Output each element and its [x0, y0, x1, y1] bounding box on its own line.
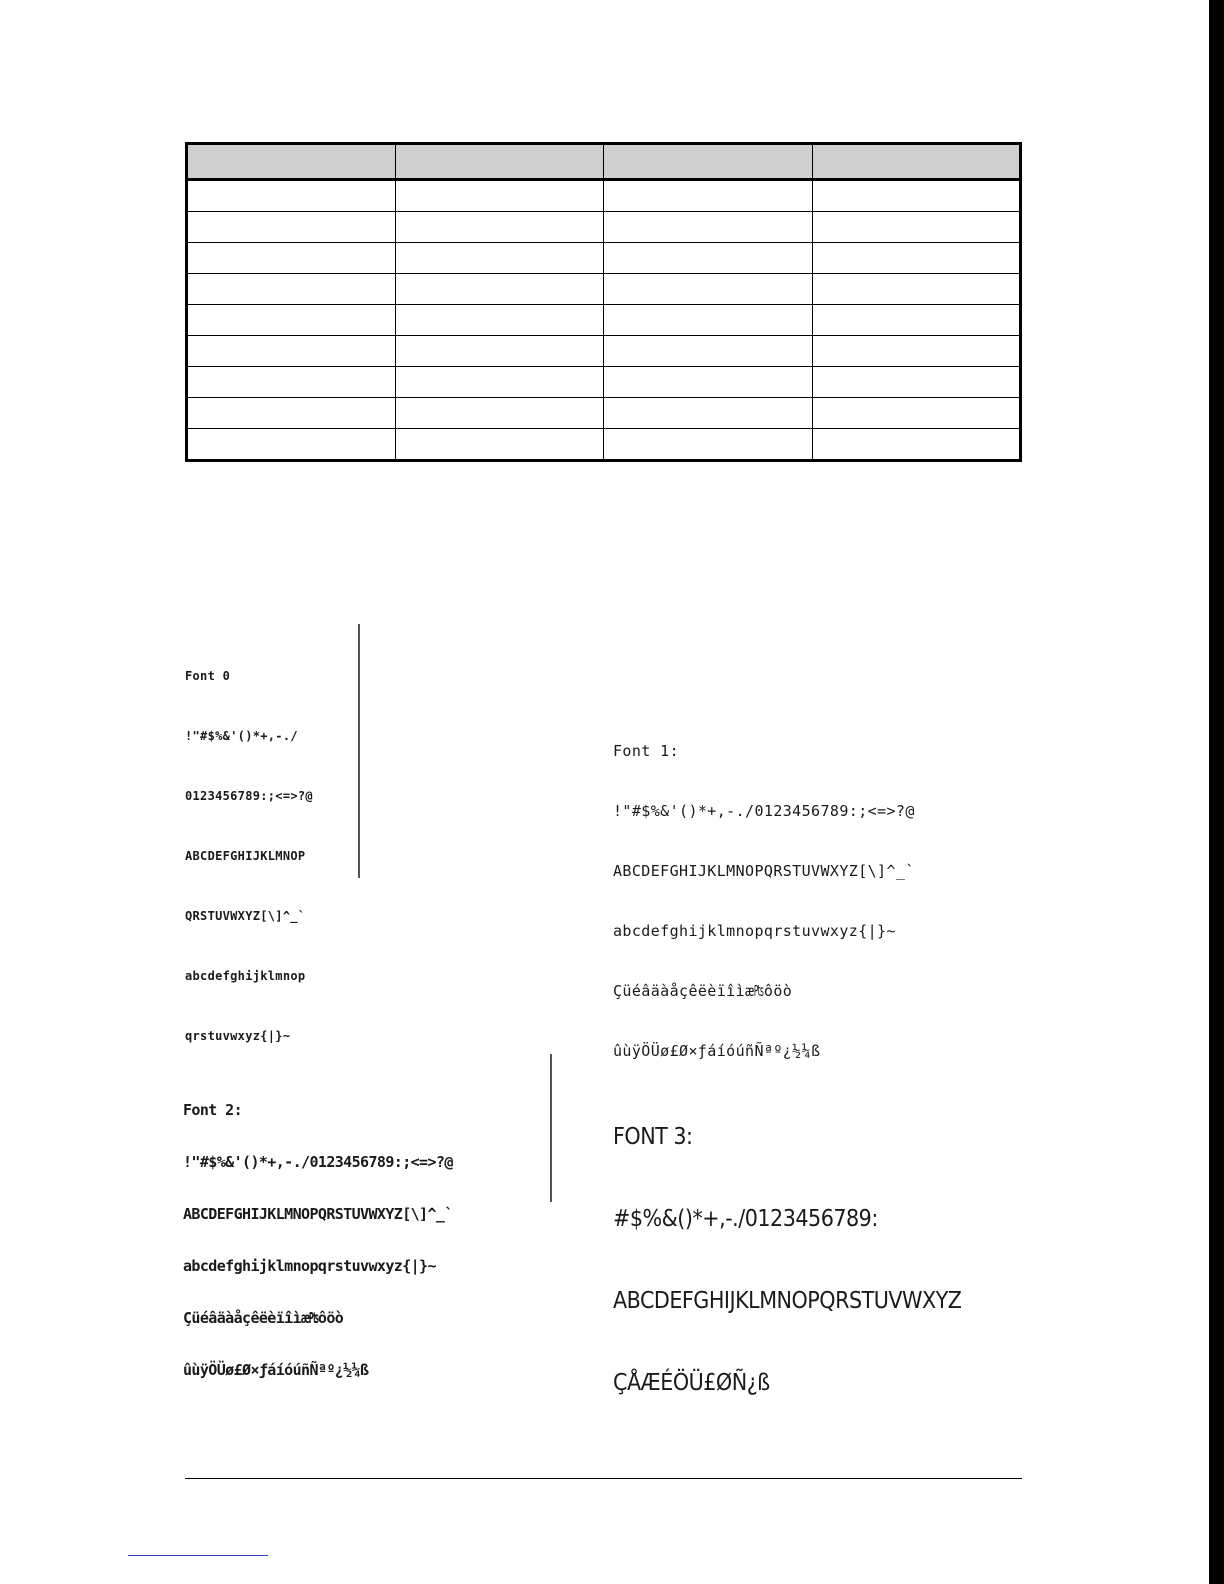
table-row [187, 212, 1021, 243]
table-row [187, 429, 1021, 461]
font-0-line: !"#$%&'()*+,-./ [185, 729, 298, 743]
font-3-title: FONT 3: [613, 1124, 693, 1150]
font-0-line: qrstuvwxyz{|}~ [185, 1029, 291, 1043]
table-cell [604, 212, 813, 243]
font-2-sample [183, 1066, 453, 1396]
font-3-line: ÇÅÆÉÖÜ£ØÑ¿ß [613, 1370, 770, 1396]
table-header-row [187, 144, 1021, 180]
table-header-cell [604, 144, 813, 180]
font-1-line: abcdefghijklmnopqrstuvwxyz{|}~ [613, 922, 896, 940]
table-cell [812, 212, 1021, 243]
table-row [187, 398, 1021, 429]
font-0-title: Font 0 [185, 669, 231, 683]
table-row [187, 305, 1021, 336]
table-cell [604, 336, 813, 367]
table-header-cell [187, 144, 396, 180]
table-cell [812, 429, 1021, 461]
font-2-line: Çüéâäàåçêëèïîìæ₧ôöò [183, 1309, 344, 1327]
font-2-line: ABCDEFGHIJKLMNOPQRSTUVWXYZ[\]^_` [183, 1205, 453, 1223]
table-cell [187, 367, 396, 398]
table-cell [187, 243, 396, 274]
table-row [187, 274, 1021, 305]
table-row [187, 243, 1021, 274]
sample-divider [358, 624, 360, 878]
font-1-title: Font 1: [613, 742, 680, 760]
table-cell [812, 243, 1021, 274]
table-cell [812, 336, 1021, 367]
font-1-line: ABCDEFGHIJKLMNOPQRSTUVWXYZ[\]^_` [613, 862, 915, 880]
font-3-line: #$%&()*+,-./0123456789: [613, 1206, 878, 1232]
font-2-line: abcdefghijklmnopqrstuvwxyz{|}~ [183, 1257, 436, 1275]
table-cell [812, 305, 1021, 336]
table-cell [812, 367, 1021, 398]
font-0-line: abcdefghijklmnop [185, 969, 306, 983]
table-cell [395, 429, 604, 461]
font-2-title: Font 2: [183, 1101, 243, 1119]
table-cell [395, 274, 604, 305]
table-cell [187, 305, 396, 336]
font-specs-table [185, 142, 1022, 462]
table-cell [604, 274, 813, 305]
font-3-line: ABCDEFGHIJKLMNOPQRSTUVWXYZ [613, 1288, 962, 1314]
table-cell [187, 212, 396, 243]
table-header-cell [395, 144, 604, 180]
table-cell [812, 274, 1021, 305]
page-edge-bar [1209, 0, 1224, 1584]
table-row [187, 367, 1021, 398]
table-cell [604, 367, 813, 398]
table-cell [604, 305, 813, 336]
footer-rule [185, 1478, 1022, 1479]
table-cell [812, 180, 1021, 212]
table-row [187, 180, 1021, 212]
table-cell [395, 305, 604, 336]
table-cell [604, 243, 813, 274]
table-cell [812, 398, 1021, 429]
font-1-line: ûùÿÖÜø£Ø×ƒáíóúñÑªº¿½¼ß [613, 1042, 821, 1060]
table-cell [187, 336, 396, 367]
font-3-sample [613, 1070, 961, 1424]
font-2-line: ûùÿÖÜø£Ø×ƒáíóúñÑªº¿½¼ß [183, 1361, 369, 1379]
table-cell [395, 212, 604, 243]
table-cell [604, 398, 813, 429]
table-cell [395, 398, 604, 429]
font-0-line: 0123456789:;<=>?@ [185, 789, 313, 803]
table-cell [395, 180, 604, 212]
font-2-line: !"#$%&'()*+,-./0123456789:;<=>?@ [183, 1153, 453, 1171]
font-1-line: !"#$%&'()*+,-./0123456789:;<=>?@ [613, 802, 915, 820]
font-1-line: Çüéâäàåçêëèïîìæ₧ôöò [613, 982, 793, 1000]
table-cell [395, 243, 604, 274]
table-cell [187, 429, 396, 461]
table-cell [395, 367, 604, 398]
font-1-sample [613, 704, 915, 1082]
sample-divider [550, 1054, 552, 1202]
table-header-cell [812, 144, 1021, 180]
table-cell [604, 429, 813, 461]
font-0-line: QRSTUVWXYZ[\]^_` [185, 909, 306, 923]
font-0-sample [185, 638, 313, 1072]
table-cell [187, 398, 396, 429]
font-0-line: ABCDEFGHIJKLMNOP [185, 849, 306, 863]
table-cell [187, 180, 396, 212]
table-row [187, 336, 1021, 367]
table-cell [395, 336, 604, 367]
table-cell [604, 180, 813, 212]
table-cell [187, 274, 396, 305]
footer-link-underline [128, 1555, 268, 1556]
